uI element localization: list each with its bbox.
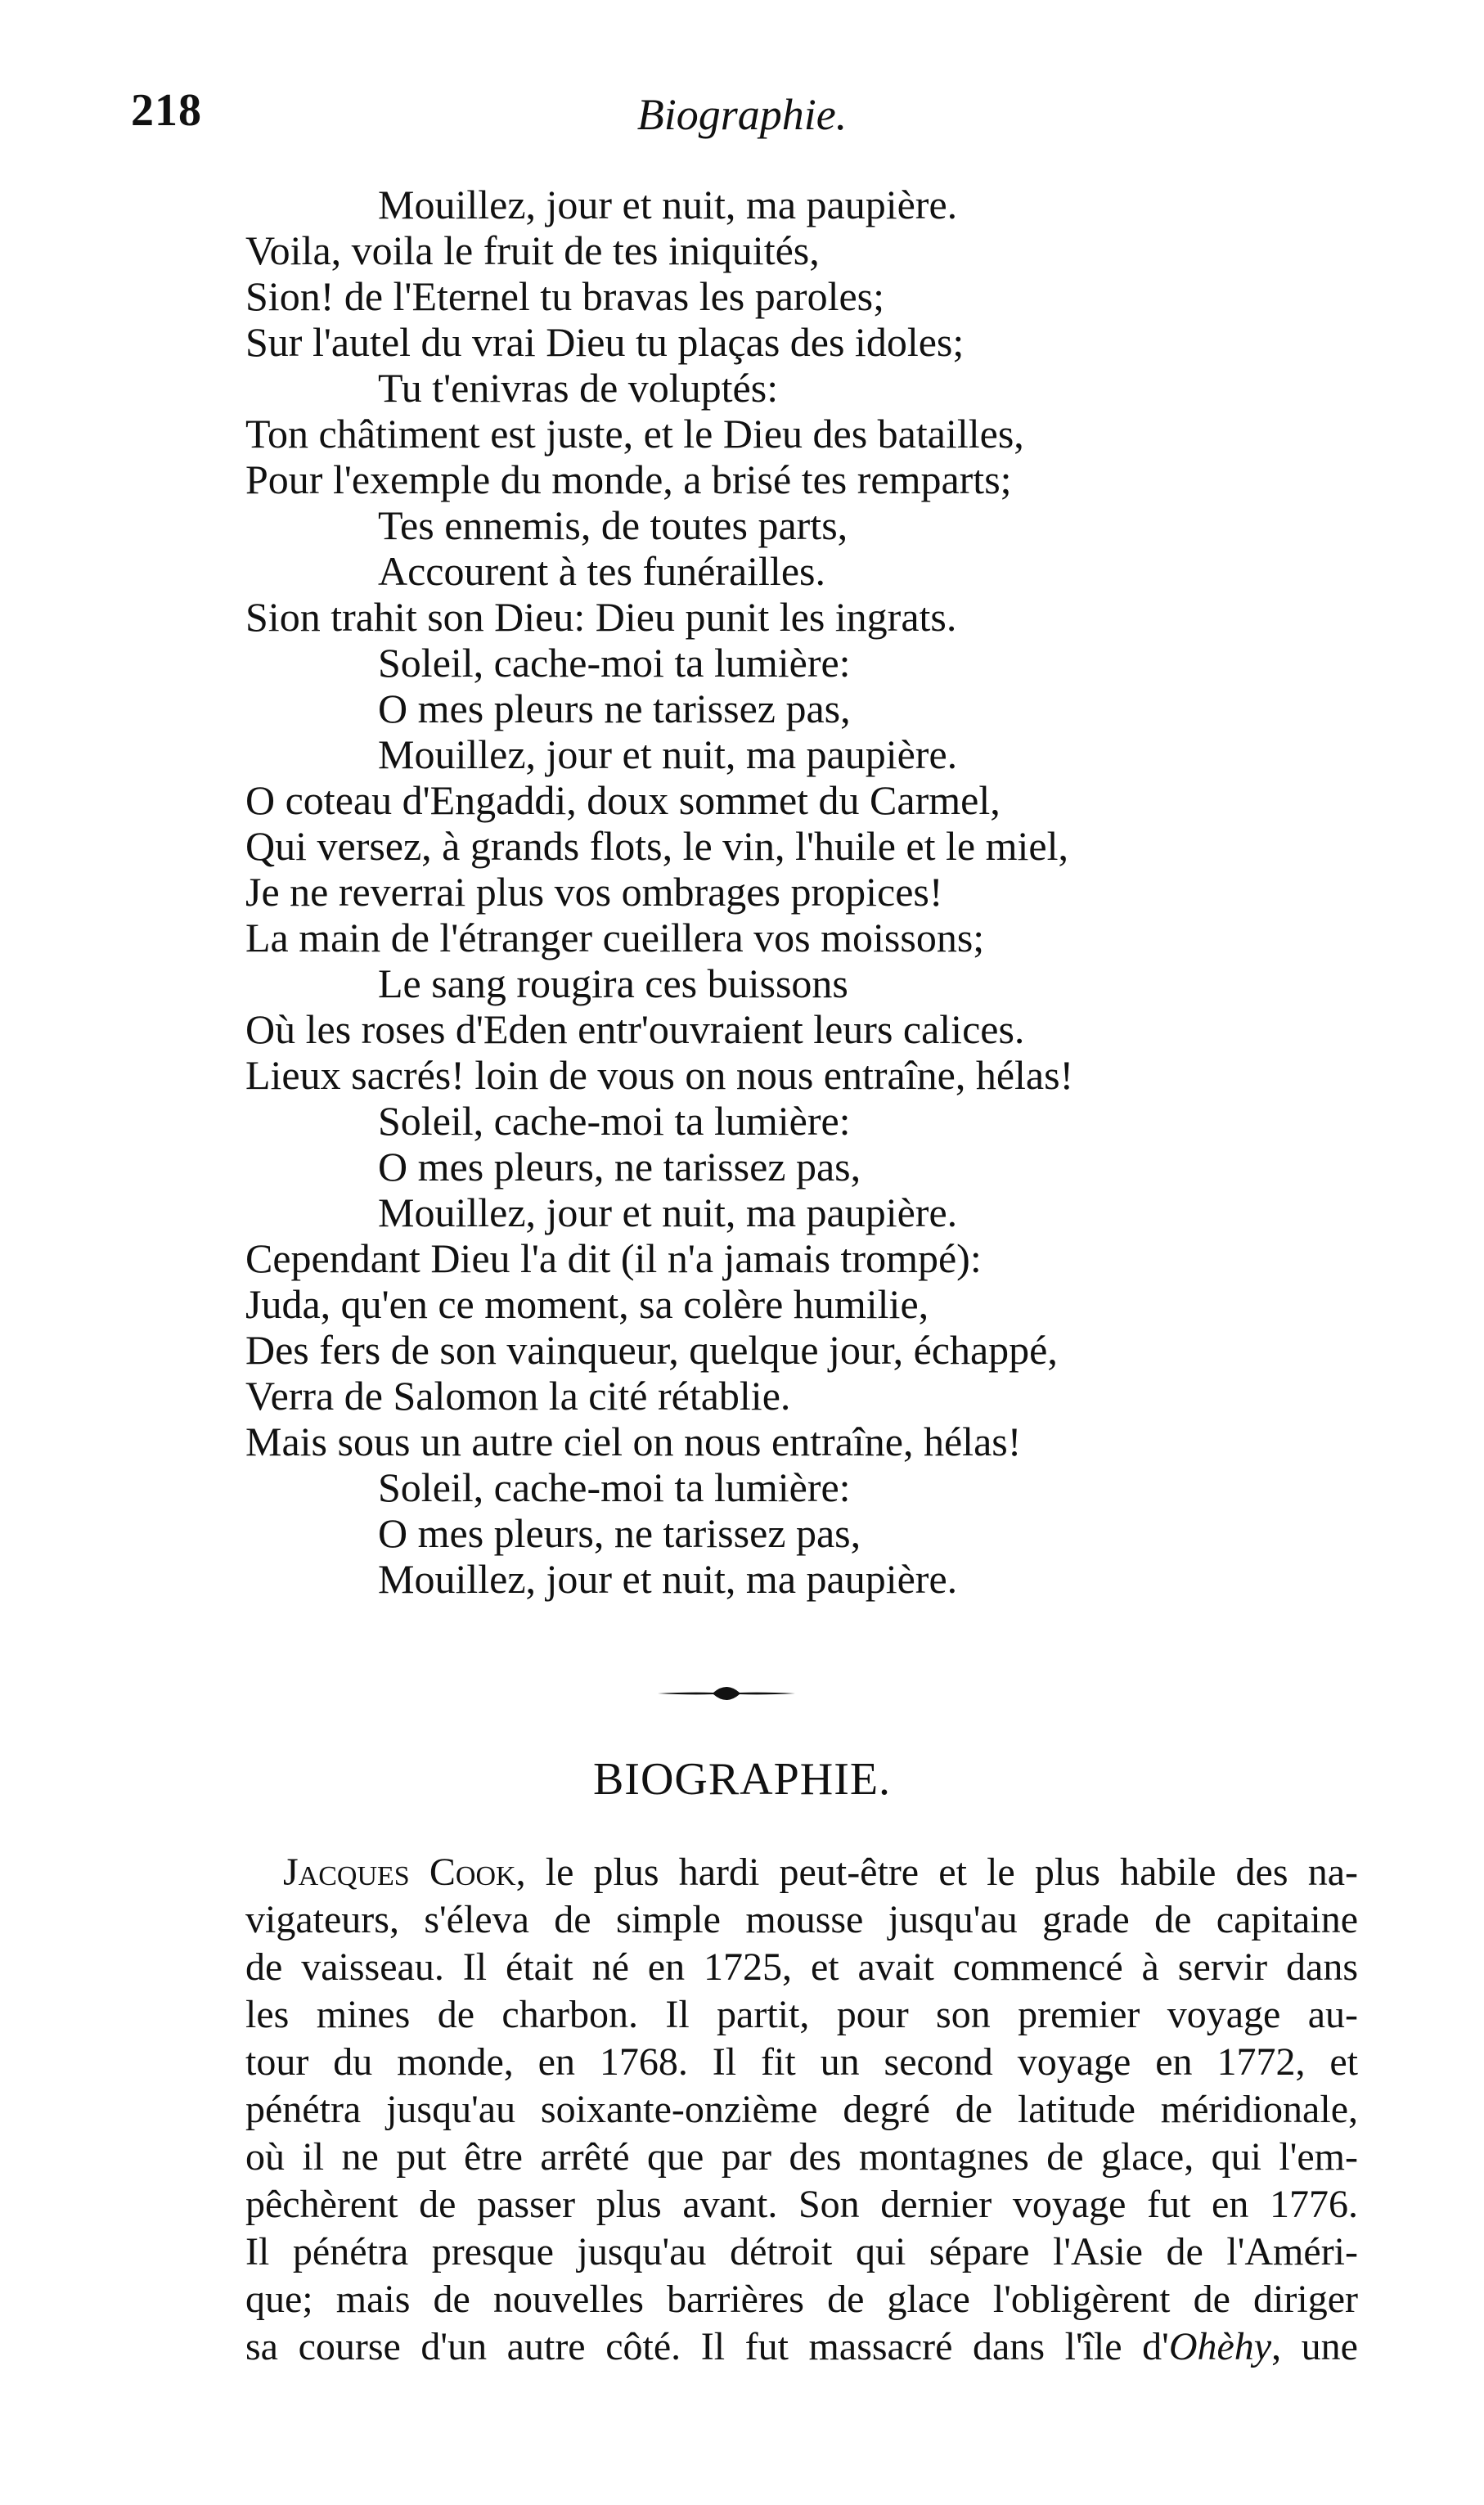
paragraph-line: où il ne put être arrêté que par des montagnes de glace, qui l'em- <box>245 2135 1358 2179</box>
poem-line: Soleil, cache-moi ta lumière: <box>378 1098 851 1144</box>
poem-line: O mes pleurs ne tarissez pas, <box>378 686 851 731</box>
poem-line: Tes ennemis, de toutes parts, <box>378 502 848 548</box>
poem-line: Où les roses d'Eden entr'ouvraient leurs calices. <box>245 1006 1025 1052</box>
ornament-divider <box>656 1684 797 1702</box>
paragraph-line: Il pénétra presque jusqu'au détroit qui sépare l'Asie de l'Améri- <box>245 2230 1358 2273</box>
place-name: Ohèhy <box>1168 2325 1272 2368</box>
paragraph-line <box>245 1849 1358 1896</box>
subject-name: Jacques Cook <box>283 1851 516 1894</box>
paragraph-line: pénétra jusqu'au soixante-onzième degré de latitude méridionale, <box>245 2088 1358 2131</box>
paragraph-line: tour du monde, en 1768. Il fit un second voyage en 1772, et <box>245 2040 1358 2084</box>
poem-line: Qui versez, à grands flots, le vin, l'huile et le miel, <box>245 823 1068 869</box>
poem-line: Mouillez, jour et nuit, ma paupière. <box>378 1190 958 1235</box>
poem-line: Le sang rougira ces buissons <box>378 960 848 1006</box>
poem-line: Sion trahit son Dieu: Dieu punit les ingrats. <box>245 594 957 640</box>
poem-line: Lieux sacrés! loin de vous on nous entraîne, hélas! <box>245 1052 1074 1098</box>
poem-line: Accourent à tes funérailles. <box>378 548 825 594</box>
paragraph-line: pêchèrent de passer plus avant. Son dernier voyage fut en 1776. <box>245 2183 1358 2226</box>
poem-line: O mes pleurs, ne tarissez pas, <box>378 1144 861 1190</box>
poem-line: Mouillez, jour et nuit, ma paupière. <box>378 182 958 227</box>
paragraph-line-text: sa course d'un autre côté. Il fut massacré dans l'île d' <box>245 2325 1169 2368</box>
poem-line: Mais sous un autre ciel on nous entraîne, hélas! <box>245 1419 1022 1464</box>
paragraph-line: les mines de charbon. Il partit, pour son premier voyage au- <box>245 1993 1358 2036</box>
poem-line: O coteau d'Engaddi, doux sommet du Carmel, <box>245 777 1001 823</box>
poem <box>245 182 1358 1602</box>
paragraph-line: de vaisseau. Il était né en 1725, et avait commencé à servir dans <box>245 1945 1358 1989</box>
section-title: BIOGRAPHIE. <box>592 1754 892 1805</box>
poem-line: Voila, voila le fruit de tes iniquités, <box>245 227 820 273</box>
biography-paragraph <box>245 1849 1358 2371</box>
poem-line: Tu t'enivras de voluptés: <box>378 365 779 411</box>
poem-line: Sur l'autel du vrai Dieu tu plaças des idoles; <box>245 319 965 365</box>
poem-line: Mouillez, jour et nuit, ma paupière. <box>378 1556 958 1602</box>
poem-line: Des fers de son vainqueur, quelque jour, échappé, <box>245 1327 1058 1373</box>
poem-line: Mouillez, jour et nuit, ma paupière. <box>378 731 958 777</box>
poem-line: La main de l'étranger cueillera vos moissons; <box>245 915 985 960</box>
poem-line: Soleil, cache-moi ta lumière: <box>378 1464 851 1510</box>
poem-line: Ton châtiment est juste, et le Dieu des batailles, <box>245 411 1024 456</box>
poem-line: Cependant Dieu l'a dit (il n'a jamais trompé): <box>245 1235 982 1281</box>
running-title: Biographie. <box>636 90 848 139</box>
paragraph-line: vigateurs, s'éleva de simple mousse jusqu'au grade de capitaine <box>245 1898 1358 1941</box>
poem-line: Juda, qu'en ce moment, sa colère humilie, <box>245 1281 929 1327</box>
poem-line: O mes pleurs, ne tarissez pas, <box>378 1510 861 1556</box>
poem-line: Pour l'exemple du monde, a brisé tes remparts; <box>245 456 1012 502</box>
paragraph-line <box>245 2323 1358 2371</box>
poem-line: Sion! de l'Eternel tu bravas les paroles; <box>245 273 885 319</box>
poem-line: Je ne reverrai plus vos ombrages propices! <box>245 869 943 915</box>
page-number: 218 <box>131 85 202 136</box>
paragraph-line-text: , le plus hardi peut-être et le plus habile des na- <box>515 1851 1359 1894</box>
paragraph-line: que; mais de nouvelles barrières de glace l'obligèrent de diriger <box>245 2278 1358 2321</box>
poem-line: Soleil, cache-moi ta lumière: <box>378 640 851 686</box>
paragraph-line-text: , une <box>1271 2325 1358 2368</box>
poem-line: Verra de Salomon la cité rétablie. <box>245 1373 791 1419</box>
